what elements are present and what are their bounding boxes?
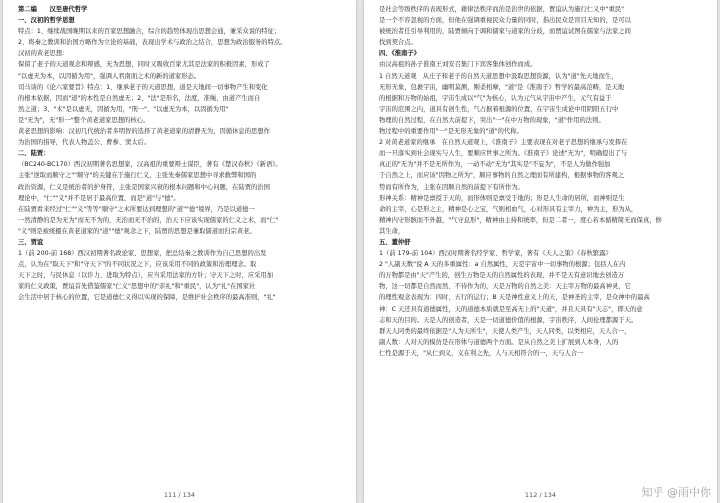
text-line: 然之道；3、"术"是以虚无，因循为用，"刑一"、"以虚无为本，以因循为用" [18, 105, 229, 113]
text-line: 其生命， [379, 227, 405, 235]
text-line: 1（前 200-前 168）西汉初期著名政论家、思想家，把总结秦之教训作为自己思想的出发 [18, 250, 267, 258]
page-112 [364, 0, 717, 503]
text-line: 神：C 天还具有道德属性，天的道德本质就是至高无上的"天道"，并且天具有"天志"，即天的意 [379, 305, 643, 313]
section-heading: 一、汉初的哲学思想 [18, 17, 75, 25]
text-line: 而一旦落实到社会现实与人生，要顺应世事之所为。《淮南子》论述"无为"，明确提出了与 [379, 150, 628, 158]
text-line: 势而有所作为，主张在因顺自然的前提下有所作为。 [379, 183, 524, 191]
right-page-text [379, 4, 707, 359]
text-line: 天下之时，与民休息（以诈力、进取为特点），应当采用法家的方针；守天下之时，应采用加 [18, 272, 274, 280]
zhihu-watermark: 知乎 @雨中你 [641, 486, 711, 499]
text-line: 宇宙的范围之内，道具有创生性，气占据着根源的位置，在宇宙生成论中用阴阳五行中 [379, 105, 619, 113]
text-line: 家的仁义政策，贾谊首先借鉴儒家"仁义"思想中的"亲礼"和"重民"，认为"礼"在国家社 [18, 283, 256, 291]
text-line: 点，认为在"取天下"和"守天下"的不同状况之下，应该采用不同的政策和治理理念。取 [18, 261, 257, 269]
text-line: 2、将秦之教训和治国方略作为立论的基础，表现出学术与政治之结合，思想为政治服务的特点。 [18, 39, 287, 47]
text-line: 的万物都是由"天"产生的，创生万物是天的自然属性的表现，并不是天有意识地去创造万 [379, 272, 625, 280]
text-line: 政治资源，仁义是统治者的护身符，主张是国家兴衰的根本问题和中心问题，在陆贾的治国 [18, 183, 270, 191]
text-line: 形神关系：精神是禀授于天的，而形体则是禀受于地的；形是人生命的居所，而神则是生 [379, 194, 625, 202]
text-line: 物理的自然过程，在自然大前提下，突出"一"在中万物的现象，"道"作用的法则。 [379, 116, 605, 124]
text-line: 会生活中居于核心的位置，它是道德仁义得以实现的保障，是维护社会秩序的最高准则，"礼" [18, 294, 276, 302]
page-number-left: 111 / 134 [163, 491, 196, 499]
left-page-text [18, 4, 346, 304]
page-111 [3, 0, 356, 503]
text-line: 汉初的黄老思想： [18, 50, 69, 58]
text-line: 是一个不容忽视的方面，但他在强调重视民众力量的同时，指出民众是盲目无知的，是可以 [379, 17, 631, 25]
text-line: 2 对黄老道家的继承 在自然天道观上，《淮南子》主要表现在对老子思想的继承与发挥在 [379, 139, 628, 147]
text-line: 特点：1、继续战国晚期以来的百家思想融合，综合的趋势体现出思想会通，兼采众说的特征； [18, 28, 281, 36]
text-line: 理论中，"仁""义"并不是居于最高位置，而是"道"与"德"。 [18, 194, 180, 202]
text-line: 是"无为"，无"形一"整个黄老道家思想的核心。 [18, 116, 150, 124]
text-line: 副人数：人对天的模仿是在形体与道德两个方面。是从自然之美上扩展到人本身，人的 [379, 338, 619, 346]
text-line: 无形无象，包裹宇宙，幽明莫测，刚柔相摩，"道"是《淮南子》哲学的最高范畴，是天地 [379, 83, 625, 91]
text-line: "义"则是被统摄在黄老道家的"道""德"观念之下，陆贾的思想是兼取儒道而归宗黄老。 [18, 227, 256, 235]
text-line: 志和天的目的。天是人的创造者，天是一切道德价值的根源，宇宙秩序，人间伦理都源于天。 [379, 316, 638, 324]
text-line: 的根据和万物的始祖，宇宙生成以"气"为核心，认为元气从宇宙中产生，元气有益于 [379, 94, 612, 102]
text-line: 保留了老子的天道观念和辩感，无为思想，同时又吸收百家尤其是法家的积极因素，形成了 [18, 61, 270, 69]
text-line: 物，这一切都是自然而然、不待作为的，天是万物的自然之美：天主宰万物的最高神灵，它 [379, 283, 631, 291]
text-line: 真正的"无为"并不是无所作为，一动不动"无为"其实是"不妄为"，不是人为做作强加 [379, 161, 611, 169]
section-heading: 五、董仲舒 [379, 238, 411, 246]
text-line: 由汉高祖的孙子淮南王刘安召集门下宾客集体创作而成。 [379, 61, 537, 69]
text-line: 精神内守形骸而不外越，"气守息形"，精神由主持和统率，但是二者一，度心若本循精简无而保真，修 [379, 216, 662, 224]
text-line: 是社会等级秩序的表现形式，藉律法秩序而治是治世的依据，贾谊认为施行仁义中"重民" [379, 6, 625, 13]
text-line: "以虚无为本，以因循为用"，强调人君南面之术的新的道家形态。 [18, 72, 201, 80]
text-line: 在陆贾看来经过"仁""义"等等"顺守"之术所要达到理想的"道""德"境界，乃是以道德一 [18, 205, 255, 213]
text-line: 司马谈的《论六家要旨》特点：1、继承老子的天道思想，道是天地间一切事物产生和变化 [18, 83, 268, 91]
text-line: 物过程中的重要作用"一"是无形无象的"道"的代称。 [379, 128, 523, 136]
text-line: 一然清静的是为无为"而无不为的，无治而无不治的，治天下应该实现儒家的仁义之术，而"仁" [18, 216, 279, 224]
text-line: 的根本依据，因而"道"的本性是自然虚无；2、"法"是形名，法度，准绳，由道产生而自 [18, 94, 261, 102]
page-number-right: 112 / 134 [524, 491, 557, 499]
text-line: 为治国的指导，代表人物盖公、曹参、窦太后。 [18, 139, 151, 147]
text-line: 1（前 179-前 104）西汉时期著名经学家、哲学家，著有《天人之策》《春秋繁露》 [379, 250, 612, 258]
text-line: 被统治者任引导利用的，陆贾倾向于调和儒家与道家的分歧，而贾谊试图在儒家与法家之间 [379, 28, 631, 36]
text-line: （BC240-BC170）西汉初期著名思想家，汉高祖的重要辩士谋臣，著有《楚汉春秋》《新语》。 [18, 161, 282, 169]
text-line: 2 "人副天数"说 A 天的多重属性：a 自然属性，天是宇宙中一切事物的根源；包括人在内 [379, 261, 626, 269]
text-line: 仁性是源于天，"从仁到义，义在利之先，人与天相符合的一，天与人合一 [379, 349, 584, 357]
text-line: 主张"逆取而顺守之""顺守"的关键在于施行仁义，主张先秦儒家思想中寻求救弊和国的 [18, 172, 257, 180]
text-line: 群天人同类的最终依据是"人为天所生"，天使人类产生，天人同类，以类相应，天人合一， [379, 327, 631, 335]
text-line: 命的主宰，心是形之主，精神是心之宝，气则相血气，心对形具有主宰力，神为主，形为从， [379, 205, 638, 213]
section-heading: 第二编 汉至唐代哲学 [18, 6, 88, 13]
text-line: 的理性观念表现为：四时、五行的运行；B 天是神性意义上的天，是神圣的主宰，是众神中的最高 [379, 294, 650, 302]
section-heading: 二、陆贾： [18, 150, 50, 158]
text-line: 1 自然天道观 从庄子和老子的自然天道思想中汲取思想资源，认为"道"先天地而生， [379, 72, 618, 80]
text-line: 黄老思想的影响：汉初几代统治者多明智的选择了黄老道家的清静无为，因循休息的思想作 [18, 128, 270, 136]
section-heading: 四、《淮南子》 [379, 50, 420, 58]
section-heading: 三、贾谊 [18, 238, 44, 246]
text-line: 找到契合点。 [379, 39, 417, 47]
text-line: 于自然之上，而应该"因物之所为"，顺应事物的自然之理而有所建构，根据事物的客观之 [379, 172, 625, 180]
